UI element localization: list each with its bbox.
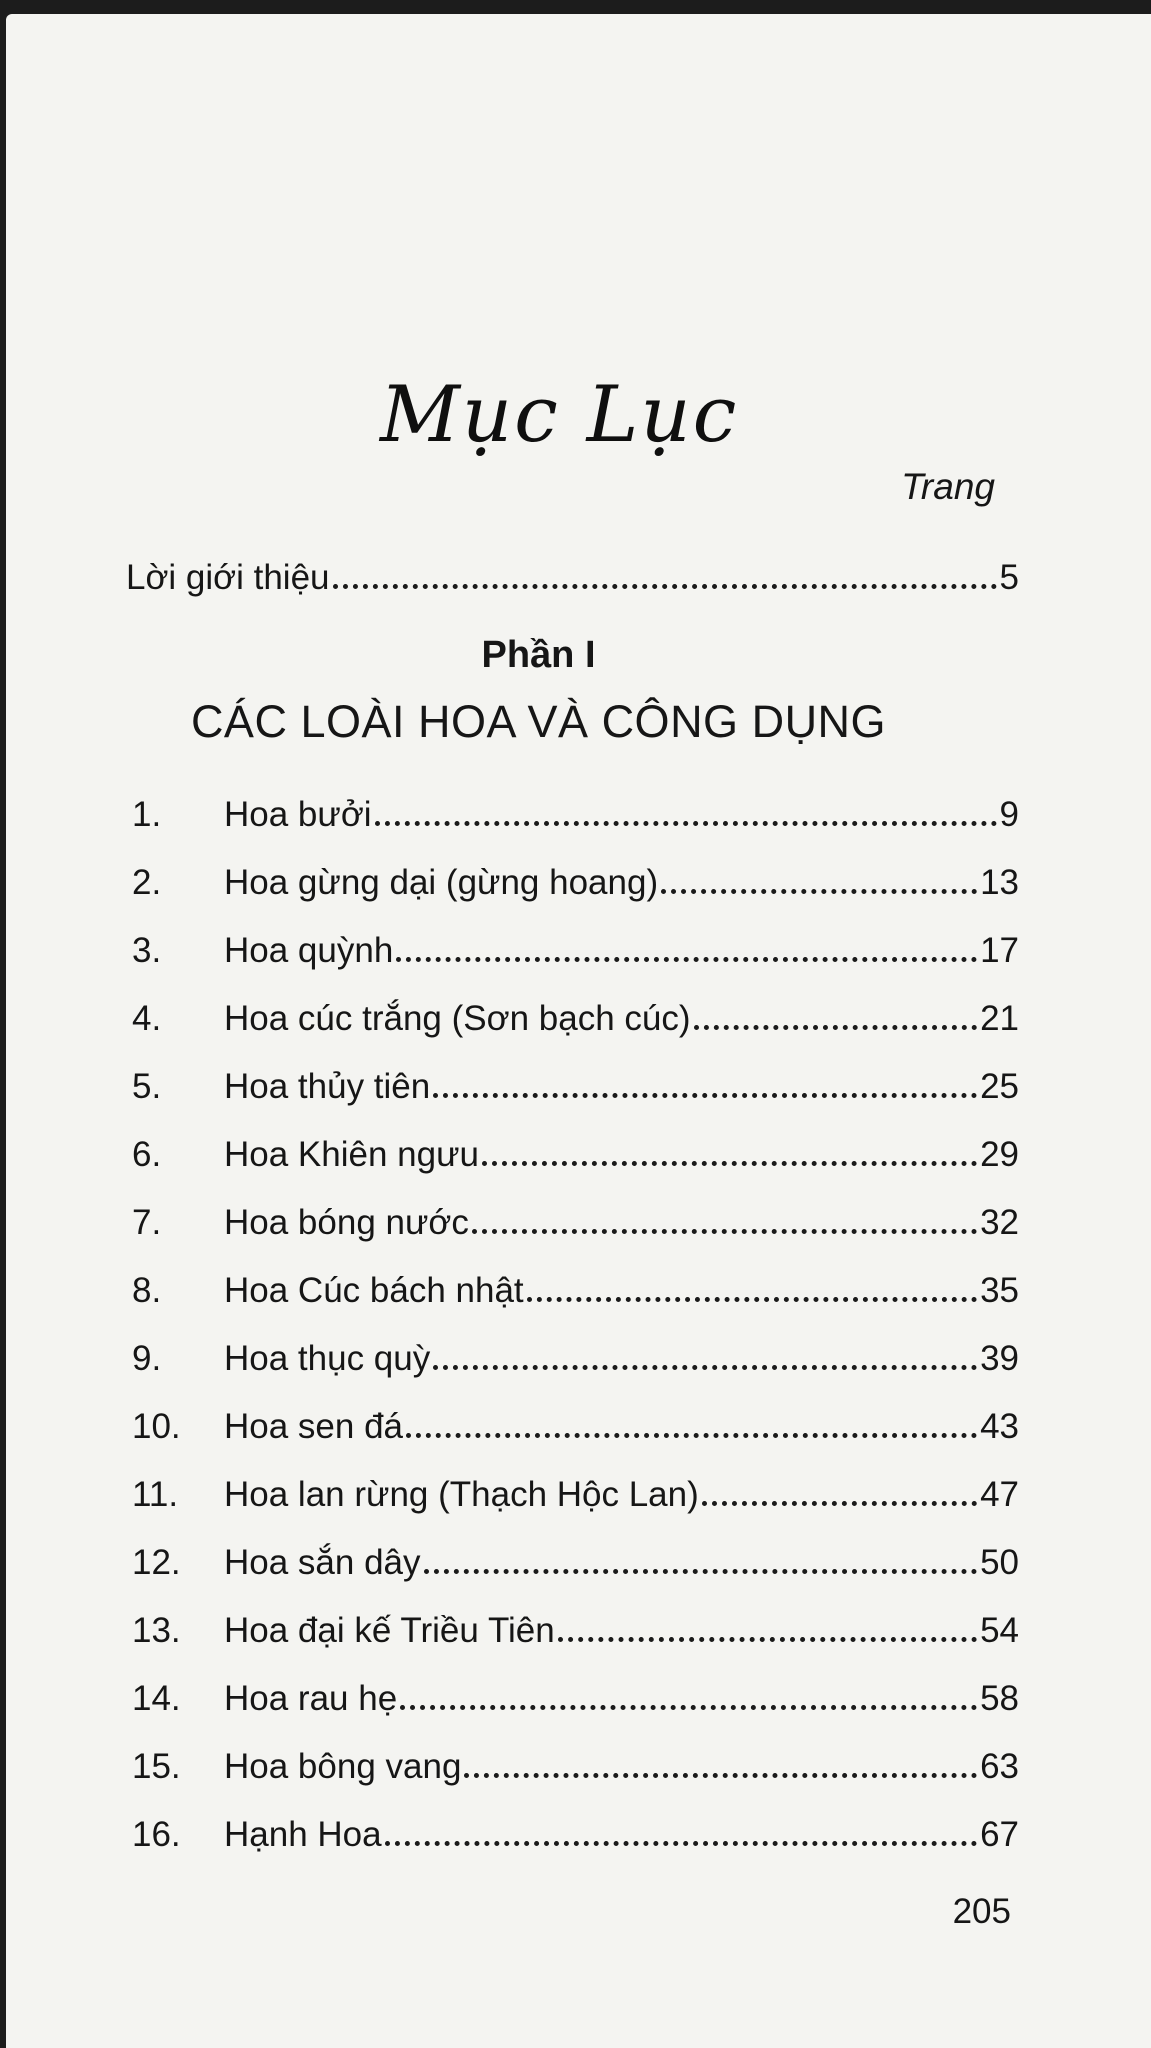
toc-entry-label: Hoa bưởi	[224, 795, 372, 834]
toc-entry-label: Hoa bóng nước	[224, 1203, 469, 1242]
toc-entry-number: 15.	[132, 1747, 181, 1786]
toc-entry-number: 4.	[132, 999, 162, 1038]
toc-entry	[132, 1337, 1019, 1381]
toc-entry-page: 13	[980, 863, 1019, 902]
toc-entry-page: 54	[980, 1611, 1019, 1650]
toc-entry-page: 21	[980, 999, 1019, 1038]
toc-entry	[132, 997, 1019, 1041]
dot-leader	[333, 584, 997, 589]
toc-entry	[132, 1677, 1019, 1721]
toc-entry-number: 1.	[132, 795, 162, 834]
dot-leader	[433, 1365, 977, 1370]
toc-entry-number: 9.	[132, 1339, 162, 1378]
toc-entry-label: Hoa Cúc bách nhật	[224, 1271, 524, 1310]
dot-leader	[385, 1841, 977, 1846]
toc-entry-number: 11.	[132, 1475, 179, 1514]
toc-entry-number: 16.	[132, 1815, 181, 1854]
toc-intro-row	[126, 556, 1019, 600]
toc-entry-number: 5.	[132, 1067, 162, 1106]
toc-entry-label: Hoa đại kế Triều Tiên	[224, 1611, 555, 1650]
toc-entry	[132, 1745, 1019, 1789]
dot-leader	[482, 1161, 977, 1166]
toc-entry-label: Hoa gừng dại (gừng hoang)	[224, 863, 659, 902]
page-title: Mục Lục	[380, 370, 739, 460]
toc-entry-page: 43	[980, 1407, 1019, 1446]
dot-leader	[424, 1569, 978, 1574]
toc-entry-page: 17	[980, 931, 1019, 970]
dot-leader	[702, 1501, 977, 1506]
dot-leader	[396, 957, 977, 962]
toc-entry-page: 25	[980, 1067, 1019, 1106]
dot-leader	[694, 1025, 978, 1030]
toc-entry-label: Hoa lan rừng (Thạch Hộc Lan)	[224, 1475, 699, 1514]
dot-leader	[527, 1297, 977, 1302]
toc-entry-label: Hoa thủy tiên	[224, 1067, 431, 1106]
toc-entry-page: 47	[980, 1475, 1019, 1514]
toc-entry-label: Hoa bông vang	[224, 1747, 462, 1786]
book-page	[6, 14, 1151, 2048]
toc-entry	[132, 1473, 1019, 1517]
toc-entry	[132, 861, 1019, 905]
toc-entry-number: 10.	[132, 1407, 181, 1446]
toc-entry-number: 12.	[132, 1543, 181, 1582]
toc-entry	[132, 1065, 1019, 1109]
toc-entry-number: 3.	[132, 931, 162, 970]
dot-leader	[661, 889, 977, 894]
toc-entry-label: Hoa sen đá	[224, 1407, 404, 1446]
toc-entry-number: 6.	[132, 1135, 162, 1174]
toc-entry	[132, 1541, 1019, 1585]
toc-entry-page: 35	[980, 1271, 1019, 1310]
page-column-label: Trang	[901, 466, 995, 507]
toc-entry-label: Hoa cúc trắng (Sơn bạch cúc)	[224, 999, 691, 1038]
toc-entry-page: 39	[980, 1339, 1019, 1378]
toc-entry-number: 7.	[132, 1203, 162, 1242]
toc-entry-page: 63	[980, 1747, 1019, 1786]
dot-leader	[406, 1433, 977, 1438]
part-title: CÁC LOÀI HOA VÀ CÔNG DỤNG	[190, 696, 887, 747]
toc-entry-page: 32	[980, 1203, 1019, 1242]
toc-entry-label: Hoa sắn dây	[224, 1543, 421, 1582]
toc-intro-label: Lời giới thiệu	[126, 558, 330, 597]
dot-leader	[464, 1773, 977, 1778]
toc-entry-label: Hoa quỳnh	[224, 931, 394, 970]
toc-entry-number: 13.	[132, 1611, 181, 1650]
toc-entry	[132, 1133, 1019, 1177]
toc-entry-page: 50	[980, 1543, 1019, 1582]
toc-entry-label: Hạnh Hoa	[224, 1815, 382, 1854]
toc-entry	[132, 1269, 1019, 1313]
toc-entry	[132, 1405, 1019, 1449]
toc-entry-label: Hoa thục quỳ	[224, 1339, 431, 1378]
toc-entry	[132, 1609, 1019, 1653]
toc-entry	[132, 1201, 1019, 1245]
toc-entry-page: 67	[980, 1815, 1019, 1854]
toc-entry	[132, 793, 1019, 837]
toc-entry-number: 2.	[132, 863, 162, 902]
dot-leader	[375, 821, 997, 826]
dot-leader	[433, 1093, 977, 1098]
toc-entry	[132, 1813, 1019, 1857]
toc-entry-page: 29	[980, 1135, 1019, 1174]
toc-intro-page: 5	[999, 558, 1019, 597]
dot-leader	[558, 1637, 977, 1642]
toc-entry	[132, 929, 1019, 973]
dot-leader	[400, 1705, 977, 1710]
part-label: Phần I	[481, 634, 596, 676]
toc-entry-page: 9	[999, 795, 1019, 834]
toc-entry-page: 58	[980, 1679, 1019, 1718]
toc-entry-label: Hoa rau hẹ	[224, 1679, 398, 1718]
toc-entry-number: 8.	[132, 1271, 162, 1310]
dot-leader	[472, 1229, 977, 1234]
page-number: 205	[952, 1892, 1011, 1931]
toc-entry-label: Hoa Khiên ngưu	[224, 1135, 479, 1174]
toc-entry-number: 14.	[132, 1679, 181, 1718]
